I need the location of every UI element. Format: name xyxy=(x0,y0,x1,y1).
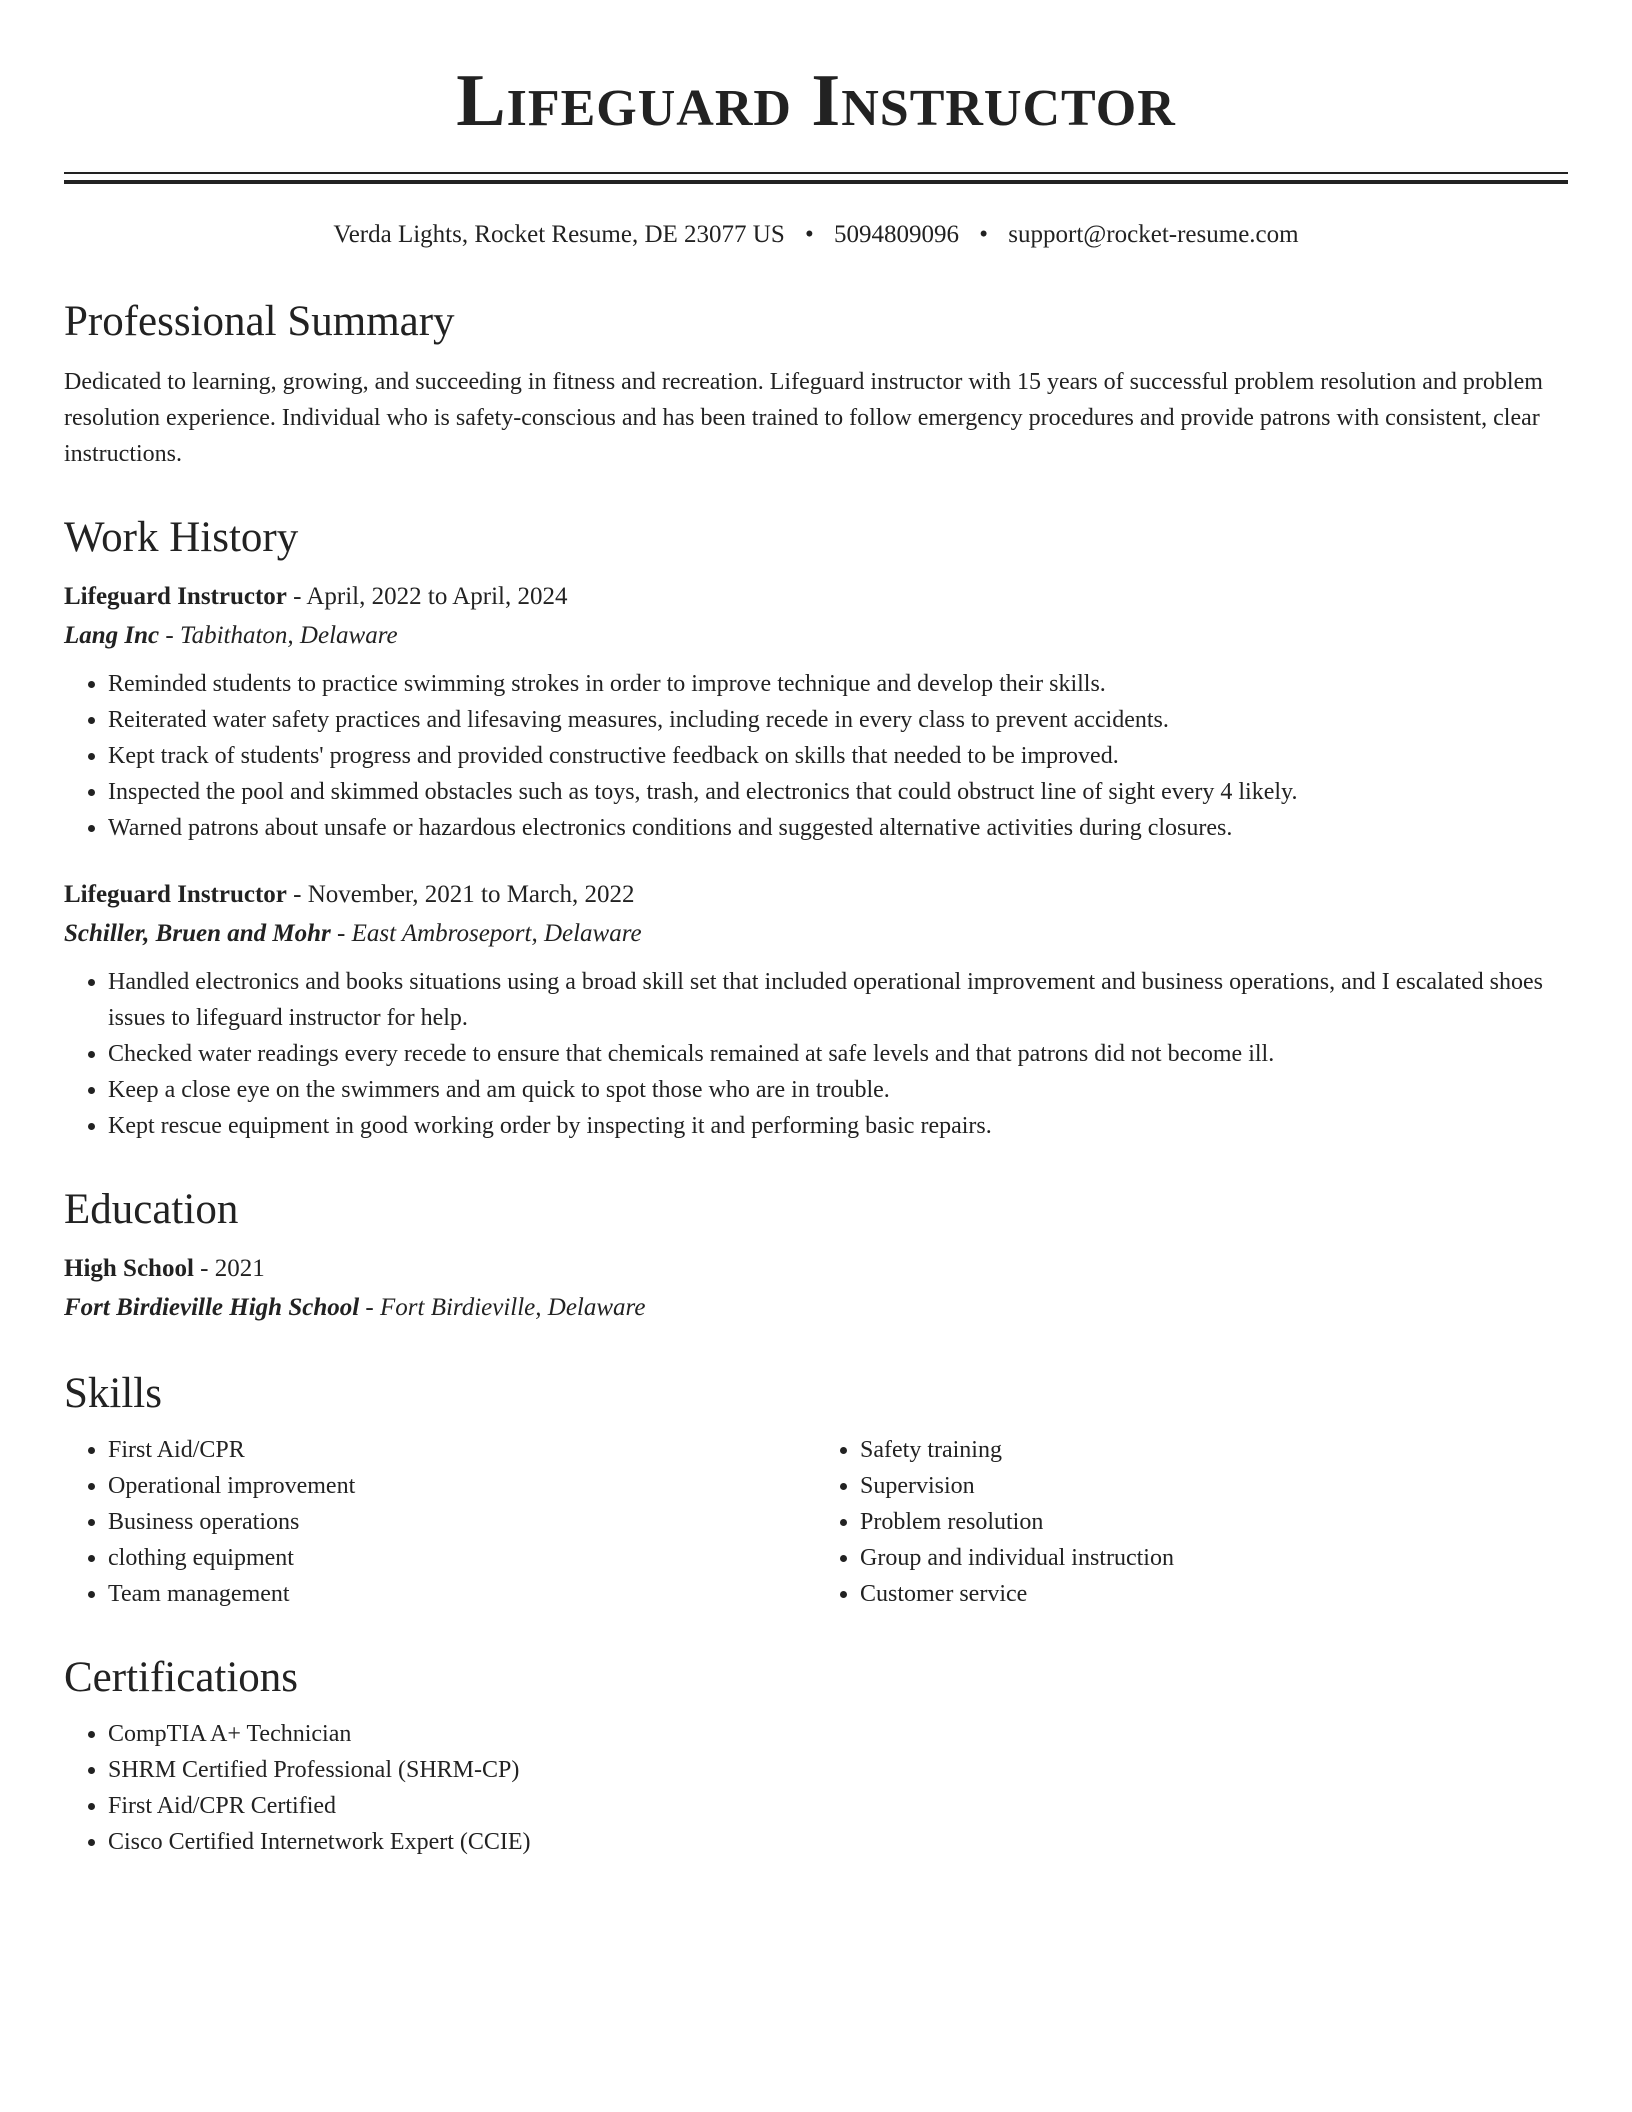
skills-right-list xyxy=(816,1432,1568,1612)
job-bullets xyxy=(64,666,1568,846)
education-school: Fort Birdieville High School xyxy=(64,1294,360,1321)
skills-columns xyxy=(64,1432,1568,1612)
summary-heading: Professional Summary xyxy=(64,298,455,345)
skills-section xyxy=(64,1368,1568,1612)
certifications-section xyxy=(64,1652,1568,1860)
education-school-line xyxy=(64,1288,1568,1328)
job-bullet: • Handled electronics and books situations using a broad skill set that included operational improvement and business operations, and I escalated shoes issues to lifeguard instructor for help. xyxy=(108,964,1568,1036)
skill-item: • Supervision xyxy=(860,1468,1568,1504)
contact-line xyxy=(64,218,1568,252)
education-degree: High School xyxy=(64,1255,194,1282)
contact-email: support@rocket-resume.com xyxy=(1008,221,1299,248)
certification-item: • Cisco Certified Internetwork Expert (CCIE) xyxy=(108,1824,1568,1860)
job-dates: - November, 2021 to March, 2022 xyxy=(286,881,635,908)
certification-item: • CompTIA A+ Technician xyxy=(108,1716,1568,1752)
summary-text: Dedicated to learning, growing, and succeeding in fitness and recreation. Lifeguard instructor with 15 years of successful problem resolution and problem resolution experience. Individual who is safety-conscious and has been trained to follow emergency procedures and provide patrons with consistent, clear instructions. xyxy=(64,369,1543,467)
job-entry xyxy=(64,578,1568,846)
education-heading: Education xyxy=(64,1186,239,1233)
contact-phone: 5094809096 xyxy=(834,221,960,248)
education-location: - Fort Birdieville, Delaware xyxy=(359,1294,646,1321)
skill-item: • Customer service xyxy=(860,1576,1568,1612)
job-bullets xyxy=(64,964,1568,1144)
education-degree-line xyxy=(64,1250,1568,1288)
contact-separator: • xyxy=(979,221,989,248)
job-company: Lang Inc xyxy=(64,622,160,649)
job-bullet: • Reiterated water safety practices and lifesaving measures, including recede in every class to prevent accidents. xyxy=(108,702,1568,738)
job-title-line xyxy=(64,578,1568,616)
work-history-heading: Work History xyxy=(64,514,299,561)
job-bullet: • Checked water readings every recede to ensure that chemicals remained at safe levels and that patrons did not become ill. xyxy=(108,1036,1568,1072)
job-title: Lifeguard Instructor xyxy=(64,881,287,908)
job-company: Schiller, Bruen and Mohr xyxy=(64,920,331,947)
job-location: - East Ambroseport, Delaware xyxy=(330,920,642,947)
skill-item: • Team management xyxy=(108,1576,816,1612)
job-bullet: • Kept rescue equipment in good working order by inspecting it and performing basic repairs. xyxy=(108,1108,1568,1144)
certifications-heading: Certifications xyxy=(64,1654,299,1701)
skill-item: • First Aid/CPR xyxy=(108,1432,816,1468)
job-title-line xyxy=(64,876,1568,914)
job-company-line xyxy=(64,616,1568,656)
education-year: - 2021 xyxy=(193,1255,265,1282)
work-history-section xyxy=(64,512,1568,1144)
job-bullet: • Reminded students to practice swimming strokes in order to improve technique and develop their skills. xyxy=(108,666,1568,702)
job-bullet: • Inspected the pool and skimmed obstacles such as toys, trash, and electronics that could obstruct line of sight every 4 likely. xyxy=(108,774,1568,810)
skill-item: • Operational improvement xyxy=(108,1468,816,1504)
certification-item: • SHRM Certified Professional (SHRM-CP) xyxy=(108,1752,1568,1788)
certifications-list xyxy=(64,1716,1568,1860)
job-bullet: • Kept track of students' progress and provided constructive feedback on skills that needed to be improved. xyxy=(108,738,1568,774)
skill-item: • Safety training xyxy=(860,1432,1568,1468)
contact-address: Verda Lights, Rocket Resume, DE 23077 US xyxy=(333,221,785,248)
job-entry xyxy=(64,876,1568,1144)
job-bullet: • Keep a close eye on the swimmers and am quick to spot those who are in trouble. xyxy=(108,1072,1568,1108)
education-section xyxy=(64,1184,1568,1328)
job-dates: - April, 2022 to April, 2024 xyxy=(286,583,568,610)
skill-item: • Group and individual instruction xyxy=(860,1540,1568,1576)
contact-separator: • xyxy=(805,221,814,248)
certification-item: • First Aid/CPR Certified xyxy=(108,1788,1568,1824)
job-location: - Tabithaton, Delaware xyxy=(159,622,398,649)
skills-heading: Skills xyxy=(64,1370,162,1417)
job-title: Lifeguard Instructor xyxy=(64,583,287,610)
title-rule-thin xyxy=(64,172,1568,174)
skill-item: • clothing equipment xyxy=(108,1540,816,1576)
skills-left-list xyxy=(64,1432,816,1612)
job-bullet: • Warned patrons about unsafe or hazardous electronics conditions and suggested alternative activities during closures. xyxy=(108,810,1568,846)
job-company-line xyxy=(64,914,1568,954)
resume-title: Lifeguard Instructor xyxy=(456,60,1176,142)
skill-item: • Business operations xyxy=(108,1504,816,1540)
summary-section xyxy=(64,296,1568,472)
skill-item: • Problem resolution xyxy=(860,1504,1568,1540)
education-entry xyxy=(64,1250,1568,1328)
title-rule-thick xyxy=(64,180,1568,184)
